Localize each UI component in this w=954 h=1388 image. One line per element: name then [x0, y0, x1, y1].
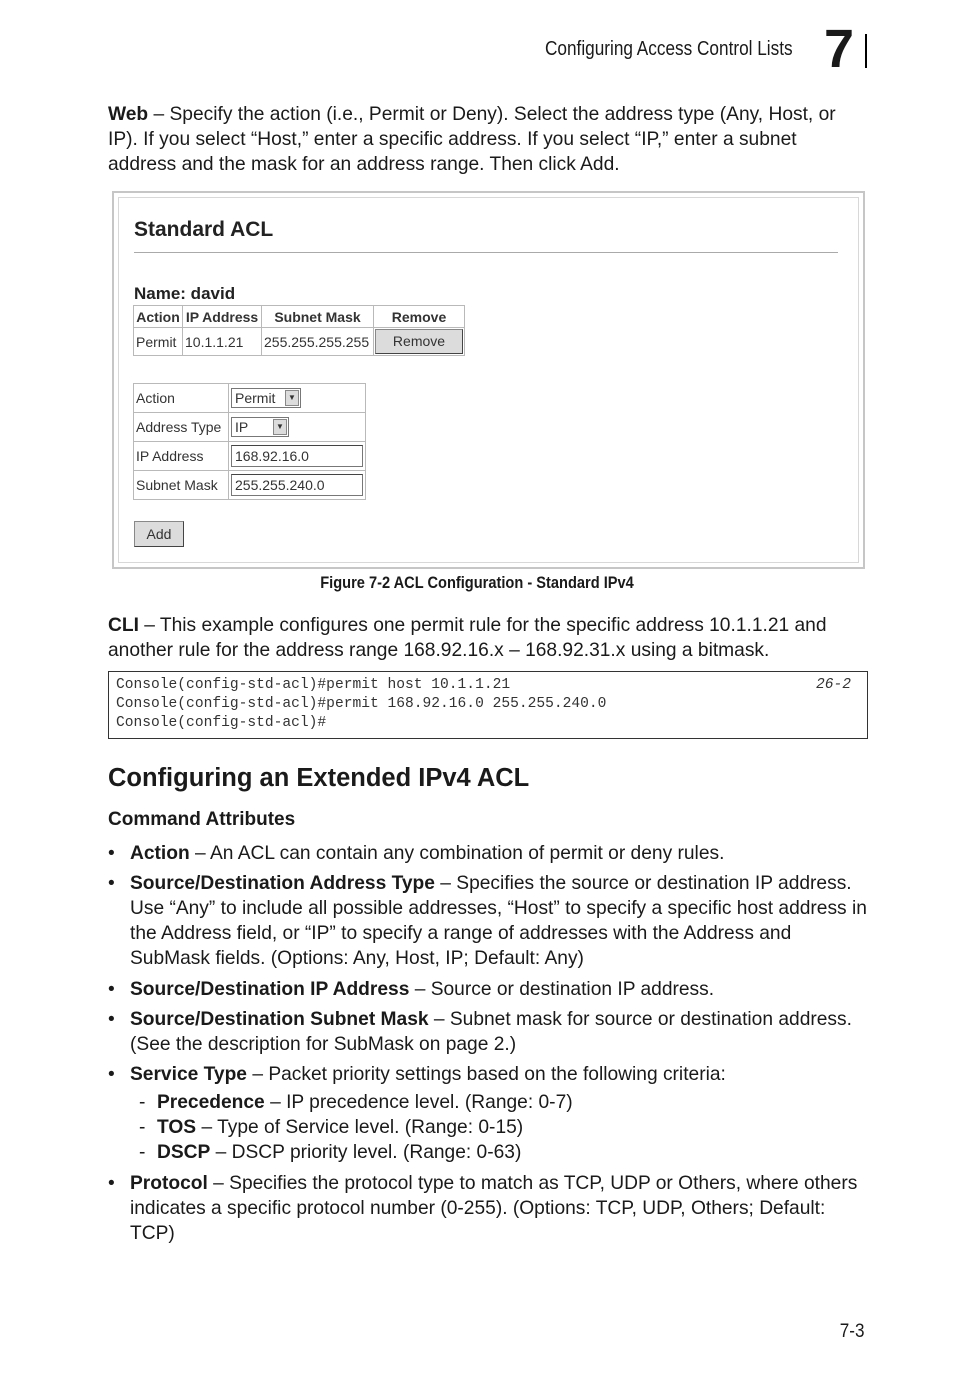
running-header: Configuring Access Control Lists — [545, 38, 793, 60]
sub-item-term: TOS — [157, 1117, 197, 1138]
action-select-value: Permit — [235, 390, 276, 406]
list-item — [130, 1007, 870, 1057]
action-select[interactable] — [231, 388, 301, 408]
list-item-text: – Packet priority settings based on the following criteria: — [246, 1064, 726, 1085]
dash-marker: - — [139, 1142, 146, 1163]
list-item-term: Source/Destination Address Type — [130, 873, 435, 894]
cell-mask: 255.255.255.255 — [262, 328, 374, 356]
chapter-number: 7 — [824, 19, 855, 79]
list-item-text: – Subnet mask for source or destination address. (See the description for SubMask on page 2.) — [130, 1009, 852, 1055]
sub-item-text: – Type of Service level. (Range: 0-15) — [196, 1117, 524, 1138]
list-item-text: – Source or destination IP address. — [409, 979, 715, 1000]
col-header-remove: Remove — [374, 306, 465, 328]
subnet-mask-input[interactable]: 255.255.240.0 — [231, 474, 363, 496]
sub-item-term: DSCP — [157, 1142, 211, 1163]
list-item — [130, 871, 870, 971]
chevron-down-icon: ▼ — [273, 419, 287, 435]
chevron-down-icon: ▼ — [285, 390, 299, 406]
command-reference: 26-2 — [815, 677, 851, 693]
intro-paragraph — [108, 102, 868, 177]
list-item — [130, 977, 870, 1002]
list-item — [130, 841, 870, 866]
address-type-value: IP — [235, 419, 249, 435]
dash-marker: - — [139, 1092, 146, 1113]
cell-ip: 10.1.1.21 — [183, 328, 262, 356]
col-header-action: Action — [134, 306, 183, 328]
cli-code-block — [108, 671, 868, 739]
bullet-marker: • — [108, 979, 115, 1000]
sub-list-item — [157, 1140, 521, 1165]
title-rule — [134, 252, 838, 253]
bullet-marker: • — [108, 1064, 115, 1085]
bullet-marker: • — [108, 843, 115, 864]
address-type-label: Address Type — [134, 413, 229, 442]
ip-address-input[interactable]: 168.92.16.0 — [231, 445, 363, 467]
list-item-term: Source/Destination Subnet Mask — [130, 1009, 429, 1030]
bullet-marker: • — [108, 1009, 115, 1030]
add-button[interactable]: Add — [134, 521, 184, 547]
list-item-term: Source/Destination IP Address — [130, 979, 410, 1000]
sub-list-item — [157, 1090, 573, 1115]
list-item-term: Protocol — [130, 1173, 208, 1194]
col-header-mask: Subnet Mask — [262, 306, 374, 328]
sub-list-item — [157, 1115, 523, 1140]
sub-item-term: Precedence — [157, 1092, 265, 1113]
acl-page-title: Standard ACL — [134, 218, 274, 241]
list-item — [130, 1171, 870, 1246]
section-title: Configuring an Extended IPv4 ACL — [108, 764, 530, 792]
sub-item-text: – IP precedence level. (Range: 0-7) — [264, 1092, 573, 1113]
list-item-text: – Specifies the protocol type to match as TCP, UDP or Others, where others indicates a specific protocol number (0-255). (Options: TCP, UDP, Others; Default: TCP) — [130, 1173, 858, 1244]
cli-paragraph — [108, 613, 868, 663]
cli-text: – This example configures one permit rule for the specific address 10.1.1.21 and another rule for the address range 168.92.16.x – 168.92.31.x using a bitmask. — [108, 615, 827, 661]
bullet-marker: • — [108, 873, 115, 894]
intro-label: Web — [108, 104, 149, 125]
bullet-marker: • — [108, 1173, 115, 1194]
acl-name: Name: david — [134, 284, 236, 303]
acl-screenshot — [112, 191, 865, 569]
subsection-title: Command Attributes — [108, 809, 296, 830]
acl-entry-form — [133, 383, 366, 500]
acl-rules-table — [133, 305, 465, 356]
subnet-mask-label: Subnet Mask — [134, 471, 229, 500]
code-line: Console(config-std-acl)#permit host 10.1.1.21 — [116, 677, 511, 693]
intro-text: – Specify the action (i.e., Permit or Deny). Select the address type (Any, Host, or IP). If you select “Host,” enter a specific address. If you select “IP,” enter a subnet address and the mask for an address range. Then click Add. — [108, 104, 836, 175]
cli-label: CLI — [108, 615, 139, 636]
list-item-term: Service Type — [130, 1064, 247, 1085]
list-item-text: – Specifies the source or destination IP address. Use “Any” to include all possible addresses, “Host” to specify a specific host address in the Address field, or “IP” to specify a range of addresses with the Address and SubMask fields. (Options: Any, Host, IP; Default: Any) — [130, 873, 867, 969]
table-row — [134, 328, 465, 356]
code-line: Console(config-std-acl)#permit 168.92.16.0 255.255.240.0 — [116, 696, 607, 712]
sub-item-text: – DSCP priority level. (Range: 0-63) — [210, 1142, 522, 1163]
address-type-select[interactable] — [231, 417, 289, 437]
page-number: 7-3 — [839, 1321, 864, 1342]
action-label: Action — [134, 384, 229, 413]
list-item — [130, 1062, 870, 1087]
list-item-text: – An ACL can contain any combination of permit or deny rules. — [189, 843, 725, 864]
code-line: Console(config-std-acl)# — [116, 715, 327, 731]
remove-button[interactable]: Remove — [375, 329, 463, 354]
cell-action: Permit — [134, 328, 183, 356]
dash-marker: - — [139, 1117, 146, 1138]
col-header-ip: IP Address — [183, 306, 262, 328]
figure-caption: Figure 7-2 ACL Configuration - Standard IPv4 — [320, 573, 634, 592]
ip-address-label: IP Address — [134, 442, 229, 471]
chapter-divider — [865, 34, 867, 68]
list-item-term: Action — [130, 843, 190, 864]
